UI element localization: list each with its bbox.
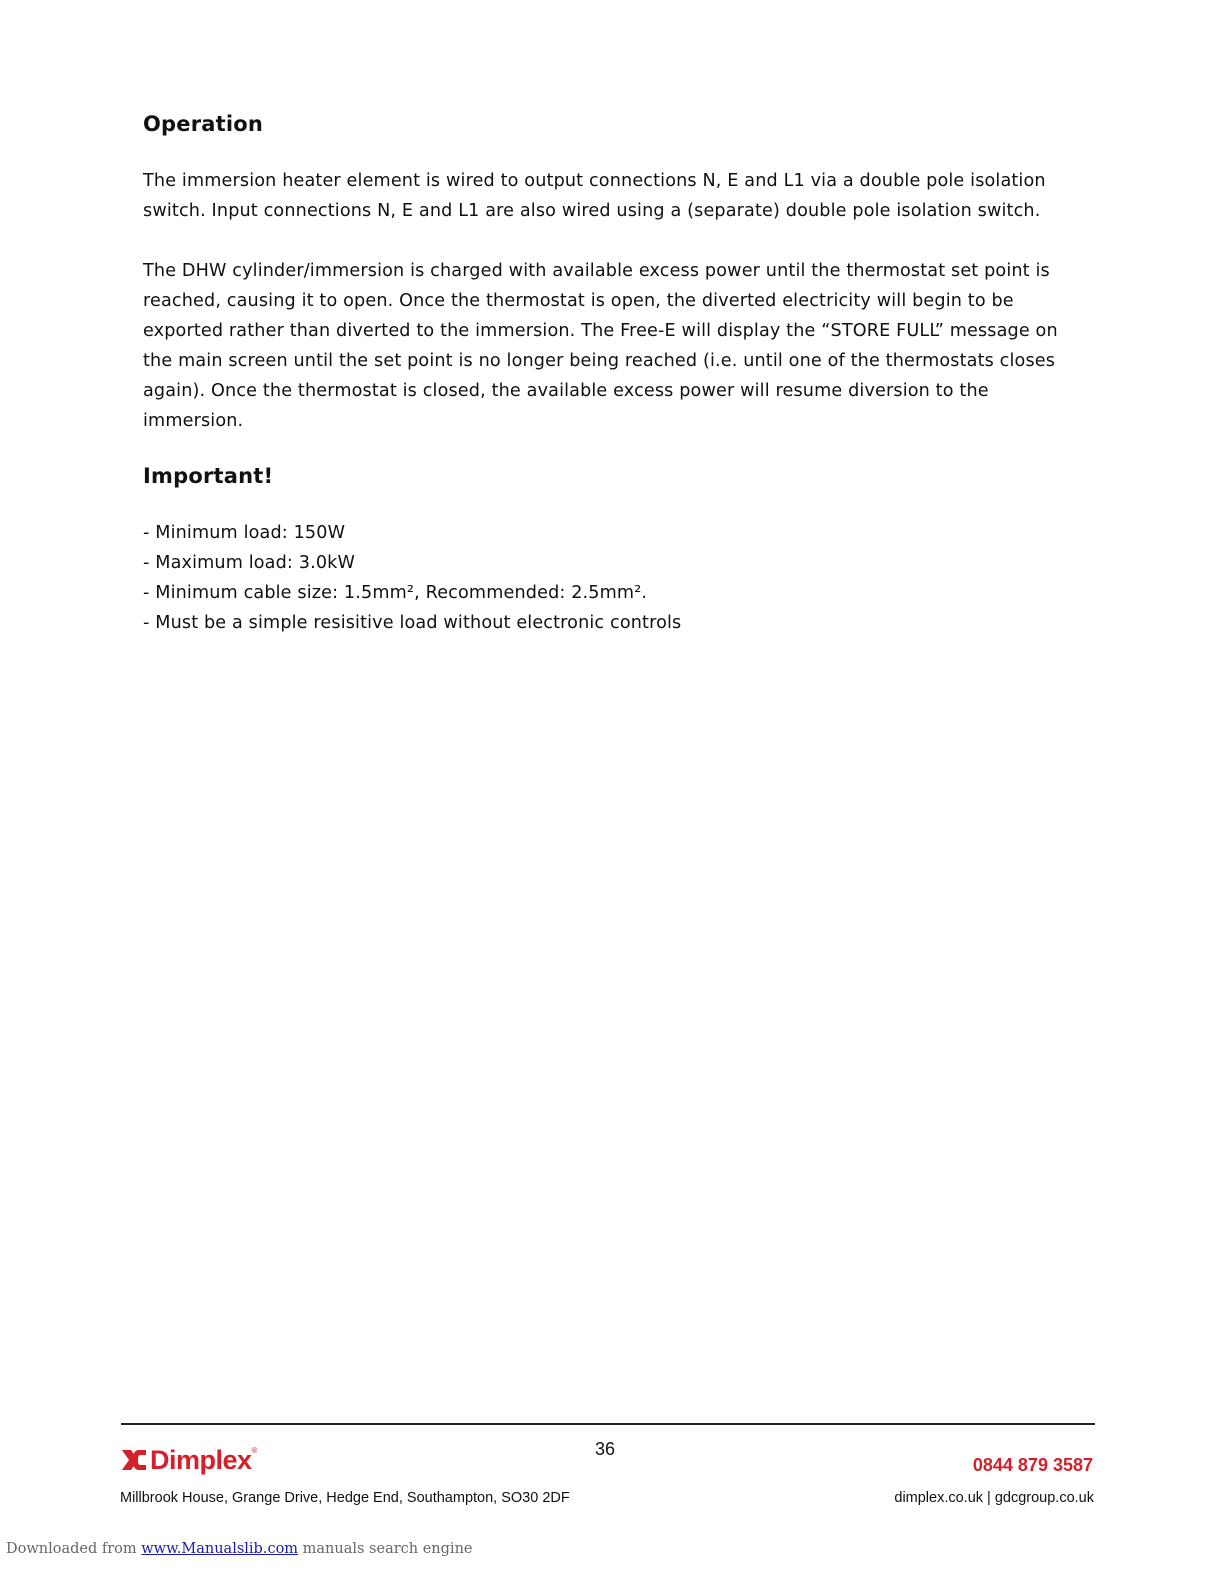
list-item: - Maximum load: 3.0kW: [143, 553, 356, 573]
logo-wordmark: Dimplex: [150, 1444, 252, 1475]
manualslib-link[interactable]: www.Manualslib.com: [141, 1541, 299, 1557]
footer-divider: [121, 1423, 1095, 1425]
dimplex-logo-icon: [120, 1446, 148, 1474]
phone-number: 0844 879 3587: [972, 1455, 1093, 1475]
download-watermark: [6, 1541, 473, 1557]
dimplex-logo: [120, 1442, 257, 1478]
watermark-suffix: manuals search engine: [298, 1541, 473, 1557]
company-address: Millbrook House, Grange Drive, Hedge End, Southampton, SO30 2DF: [120, 1490, 570, 1506]
operation-paragraph-2: The DHW cylinder/immersion is charged with available excess power until the thermostat set point is reached, causing it to open. Once the thermostat is open, the diverted electricity will begin to be exported rather than diverted to the immersion. The Free-E will display the “STORE FULL” message on the main screen until the set point is no longer being reached (i.e. until one of the thermostats closes again). Once the thermostat is closed, the available excess power will resume diversion to the immersion.: [143, 261, 1058, 431]
important-list: [143, 518, 1073, 638]
important-heading: Important!: [143, 464, 274, 488]
page-number: 36: [594, 1439, 616, 1459]
list-item: - Minimum load: 150W: [143, 523, 346, 543]
list-item: - Must be a simple resisitive load without electronic controls: [143, 613, 682, 633]
operation-heading: Operation: [143, 112, 264, 136]
main-content: [143, 112, 1073, 638]
registered-mark: ®: [251, 1446, 258, 1455]
list-item: - Minimum cable size: 1.5mm², Recommended: 2.5mm².: [143, 583, 648, 603]
watermark-prefix: Downloaded from: [6, 1541, 142, 1557]
website-links: dimplex.co.uk | gdcgroup.co.uk: [894, 1490, 1094, 1506]
operation-paragraph-1: The immersion heater element is wired to output connections N, E and L1 via a double pole isolation switch. Input connections N, E and L1 are also wired using a (separate) double pole isolation switch.: [143, 171, 1046, 221]
